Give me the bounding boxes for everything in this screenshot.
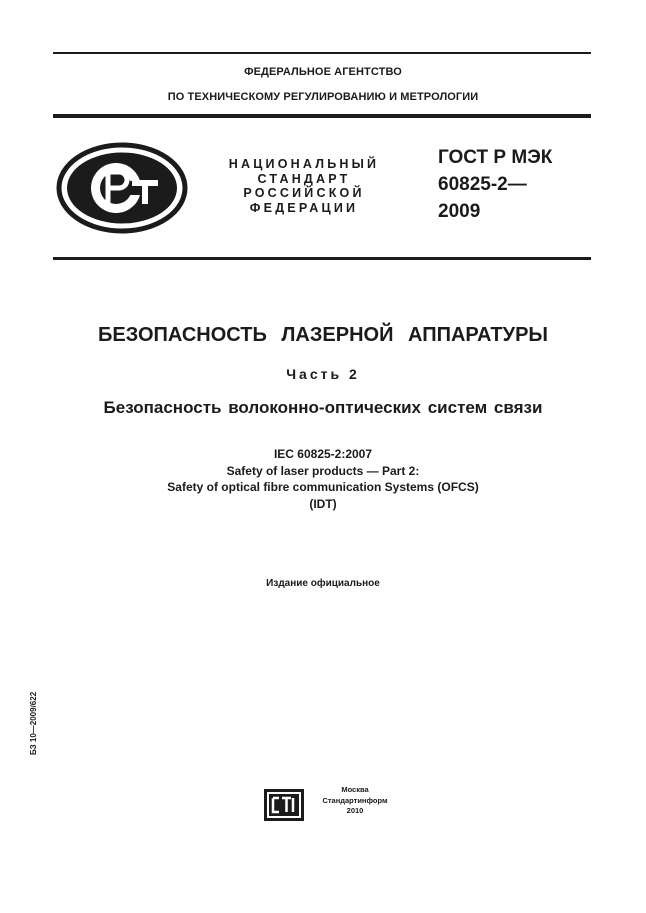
edition-note: Издание официальное bbox=[266, 578, 380, 589]
standard-designation bbox=[438, 144, 598, 225]
iec-line: (IDT) bbox=[309, 496, 337, 511]
standard-type-line: РОССИЙСКОЙ bbox=[243, 186, 365, 200]
standartinform-logo-icon bbox=[264, 789, 304, 821]
designation-line: ГОСТ Р МЭК bbox=[438, 147, 553, 168]
standard-type-line: СТАНДАРТ bbox=[257, 171, 351, 186]
standard-type bbox=[204, 157, 404, 215]
publication-year: 2010 bbox=[346, 806, 364, 815]
iec-line: IEC 60825-2:2007 bbox=[273, 447, 373, 461]
publisher-name: Стандартинформ bbox=[322, 795, 388, 805]
iec-reference bbox=[0, 446, 646, 512]
agency-line-2: ПО ТЕХНИЧЕСКОМУ РЕГУЛИРОВАНИЮ И МЕТРОЛОГИИ bbox=[167, 91, 479, 103]
document-title: БЕЗОПАСНОСТЬ ЛАЗЕРНОЙ АППАРАТУРЫ bbox=[98, 324, 548, 346]
publisher-logo bbox=[264, 789, 304, 821]
side-code: БЗ 10—2009/622 bbox=[29, 691, 38, 755]
standard-type-line: НАЦИОНАЛЬНЫЙ bbox=[228, 157, 380, 171]
iec-line: Safety of optical fibre communication Systems (OFCS) bbox=[167, 480, 479, 494]
publisher-city: Москва bbox=[341, 785, 369, 794]
mid-rule bbox=[53, 257, 591, 260]
iec-line: Safety of laser products — Part 2: bbox=[226, 463, 420, 478]
standard-type-line: ФЕДЕРАЦИИ bbox=[249, 200, 359, 215]
rst-certification-mark-icon bbox=[56, 142, 188, 234]
publisher-info bbox=[310, 785, 400, 817]
header-rule bbox=[53, 114, 591, 118]
designation-line: 2009 bbox=[438, 201, 481, 222]
designation-line: 60825-2— bbox=[438, 174, 527, 195]
part-number: Часть 2 bbox=[286, 366, 360, 382]
document-subtitle: Безопасность волоконно-оптических систем связи bbox=[103, 398, 543, 417]
top-rule bbox=[53, 52, 591, 54]
rst-logo bbox=[56, 142, 188, 234]
agency-line-1: ФЕДЕРАЛЬНОЕ АГЕНТСТВО bbox=[244, 66, 402, 78]
